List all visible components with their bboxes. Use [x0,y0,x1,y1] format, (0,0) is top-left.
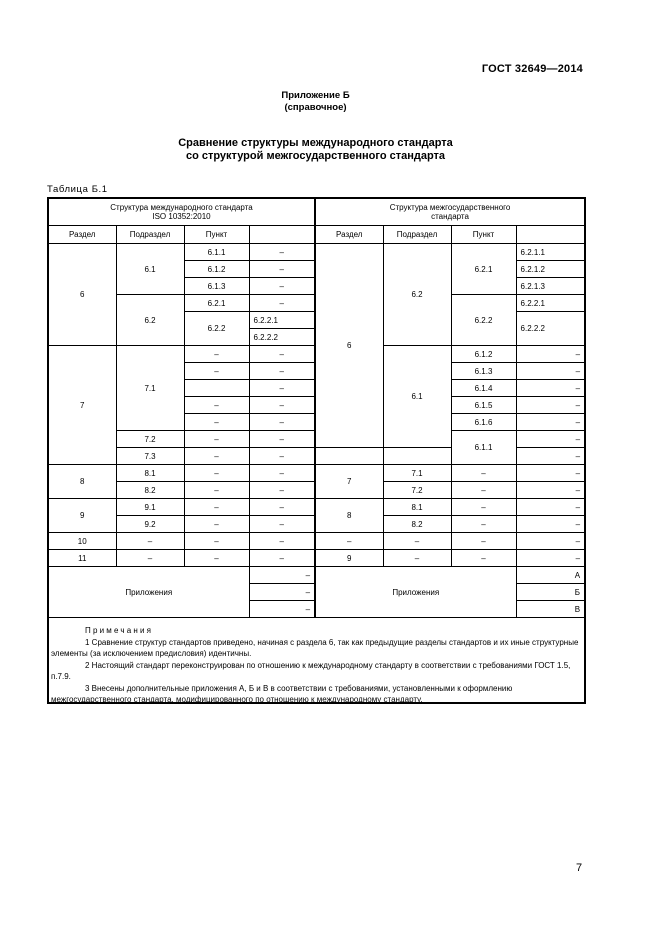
cell: 8 [315,499,383,533]
cell: 6.1.2 [451,346,516,363]
cell [315,448,383,465]
appendices-label: Приложения [315,567,516,618]
cell: – [249,550,315,567]
cell: – [451,550,516,567]
col-header-razdel: Раздел [315,226,383,244]
appendix-heading [0,90,631,114]
cell: – [516,533,585,550]
cell: 6.1.2 [184,261,249,278]
cell: – [315,533,383,550]
notes-block [48,625,585,705]
cell: – [249,295,315,312]
cell: – [249,244,315,261]
cell: 7.2 [383,482,451,499]
cell: 7 [315,465,383,499]
cell: 7.2 [116,431,184,448]
cell: 6.1.1 [184,244,249,261]
page-title [0,137,631,163]
cell: 7.1 [383,465,451,482]
cell: – [249,261,315,278]
cell: 6.2.1 [184,295,249,312]
cell: 6.2.1.3 [516,278,585,295]
cell: – [451,499,516,516]
cell: – [249,431,315,448]
cell: – [451,533,516,550]
cell: – [249,380,315,397]
page-number: 7 [576,862,583,874]
cell: – [184,448,249,465]
cell: 11 [48,550,116,567]
cell: В [516,601,585,618]
cell: – [516,397,585,414]
cell: – [249,533,315,550]
cell: 6.2.2 [451,295,516,346]
cell: 9.2 [116,516,184,533]
cell: 8 [48,465,116,499]
col-header-blank [249,226,315,244]
table-row [48,550,585,567]
cell: 6.1 [116,244,184,295]
cell: 8.2 [383,516,451,533]
col-header-punkt: Пункт [184,226,249,244]
cell: – [184,499,249,516]
cell: Б [516,584,585,601]
column-header-row [48,226,585,244]
appendix-title: Приложение Б [281,90,350,101]
table-row [48,465,585,482]
cell: – [116,533,184,550]
cell: 6.2 [116,295,184,346]
cell: 6.2.2.1 [516,295,585,312]
cell: – [184,533,249,550]
col-header-podrazdel: Подраздел [116,226,184,244]
cell: 8.1 [116,465,184,482]
cell: – [516,431,585,448]
cell: 6.1.4 [451,380,516,397]
note-1: 1 Сравнение структур стандартов приведено, начиная с раздела 6, так как предыдущие разделы стандартов и их иные структурные элементы (за исключением предисловия) идентичны. [51,637,579,658]
cell: – [516,550,585,567]
cell: – [451,465,516,482]
cell: – [451,482,516,499]
right-structure-header: Структура межгосударственного стандарта [315,198,585,226]
table-row [48,244,585,261]
cell: 9.1 [116,499,184,516]
cell: – [249,363,315,380]
cell: 6.2.2.1 [249,312,315,329]
cell: – [184,550,249,567]
cell: – [116,550,184,567]
cell: 6.2.2.2 [516,312,585,346]
cell: 9 [48,499,116,533]
cell: – [184,346,249,363]
cell: – [249,278,315,295]
appendix-subtitle: (справочное) [284,102,347,113]
cell: – [516,346,585,363]
cell: – [516,516,585,533]
title-line-2: со структурой межгосударственного стандарта [185,150,446,162]
appendices-label: Приложения [48,567,249,618]
cell: 6 [48,244,116,346]
cell: – [249,601,315,618]
cell: – [249,516,315,533]
col-header-punkt: Пункт [451,226,516,244]
cell: 8.2 [116,482,184,499]
cell: 6.2.2 [184,312,249,346]
cell: 6.2.2.2 [249,329,315,346]
cell: 6.2.1 [451,244,516,295]
cell: – [249,448,315,465]
cell: 6.1.1 [451,431,516,465]
cell: 6.1.3 [451,363,516,380]
table-header-row [48,198,585,226]
table-caption: Таблица Б.1 [47,184,108,195]
col-header-podrazdel: Подраздел [383,226,451,244]
cell: – [516,414,585,431]
cell: 9 [315,550,383,567]
cell: 8.1 [383,499,451,516]
col-header-blank [516,226,585,244]
cell: А [516,567,585,584]
cell: – [184,397,249,414]
note-2: 2 Настоящий стандарт переконструирован по отношению к международному стандарту в соответствии с требованиями ГОСТ 1.5, п.7.9. [51,660,571,681]
cell: – [516,380,585,397]
cell: – [249,465,315,482]
cell: 10 [48,533,116,550]
cell [184,380,249,397]
cell: – [516,482,585,499]
table-row [48,499,585,516]
cell: – [184,516,249,533]
cell: 6.1.3 [184,278,249,295]
cell: 6 [315,244,383,448]
cell: – [451,516,516,533]
cell: – [516,499,585,516]
cell: – [249,397,315,414]
cell: – [249,499,315,516]
note-3: 3 Внесены дополнительные приложения А, Б и В в соответствии с требованиями, установленными к оформлению межгосударственного стандарта, модифицированного по отношению к международному стандарту. [51,683,513,704]
cell: 6.1.6 [451,414,516,431]
cell: – [249,346,315,363]
cell: – [249,482,315,499]
table-row [48,567,585,584]
cell: 7.3 [116,448,184,465]
cell: 6.2 [383,244,451,346]
cell: 7 [48,346,116,465]
cell: 6.2.1.2 [516,261,585,278]
cell: 6.1.5 [451,397,516,414]
col-header-razdel: Раздел [48,226,116,244]
document-code: ГОСТ 32649—2014 [481,63,583,75]
left-structure-header: Структура международного стандарта ISO 10352:2010 [48,198,315,226]
cell: – [184,363,249,380]
notes-title: Примечания [85,626,154,635]
cell: 6.1 [383,346,451,448]
cell: – [184,414,249,431]
cell: 7.1 [116,346,184,431]
cell: – [383,550,451,567]
cell: – [516,448,585,465]
cell [383,448,451,465]
title-line-1: Сравнение структуры международного стандарта [178,137,453,149]
cell: – [249,567,315,584]
table-row [48,533,585,550]
cell: – [249,414,315,431]
cell: – [516,465,585,482]
cell: – [249,584,315,601]
cell: – [516,363,585,380]
cell: – [184,431,249,448]
cell: – [184,465,249,482]
cell: – [383,533,451,550]
cell: 6.2.1.1 [516,244,585,261]
cell: – [184,482,249,499]
